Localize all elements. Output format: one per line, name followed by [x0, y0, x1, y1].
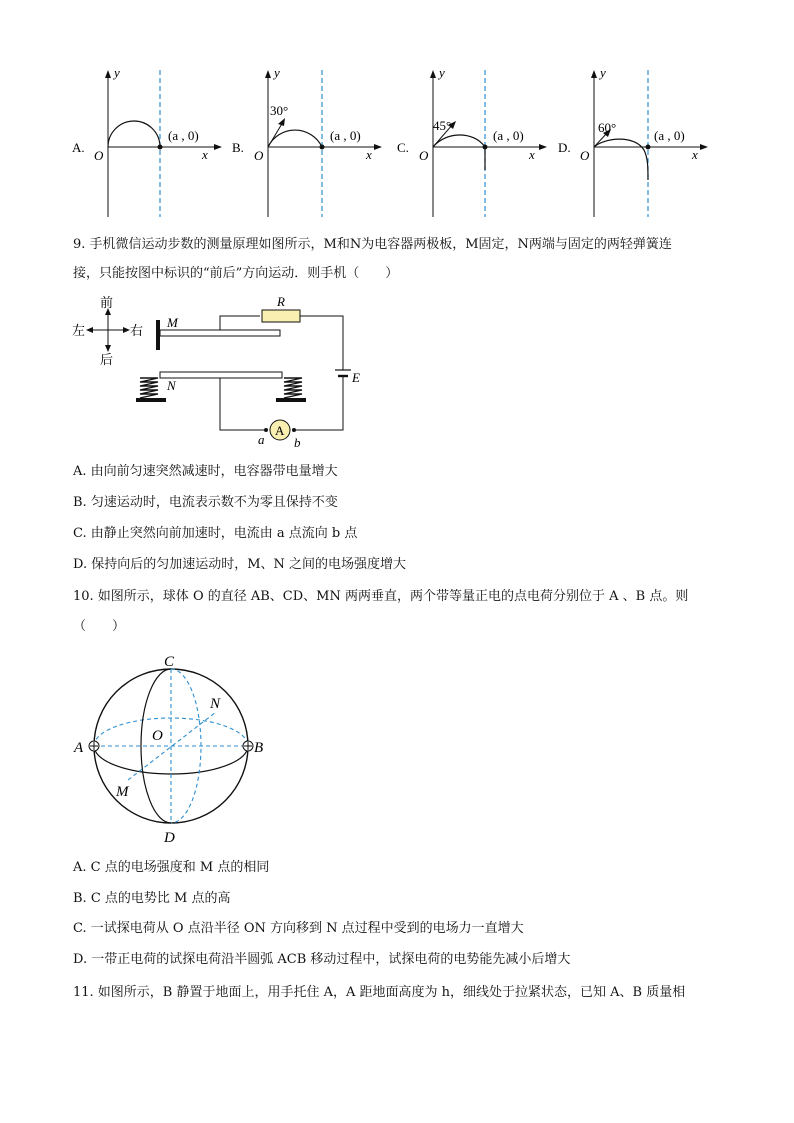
q10-option-c[interactable]: C. 一试探电荷从 O 点沿半径 ON 方向移到 N 点过程中受到的电场力一直增大 [73, 921, 524, 936]
q9-option-b[interactable]: B. 匀速运动时，电流表示数不为零且保持不变 [73, 495, 338, 510]
option-letter: C. [397, 140, 409, 155]
ammeter-label: A [275, 423, 285, 438]
point-a-label: A [74, 740, 84, 756]
battery-label: E [352, 370, 360, 385]
q8-graph-c [395, 62, 555, 222]
point-m-label: M [116, 784, 129, 800]
right-label: 右 [130, 323, 144, 338]
point-c-label: C [164, 654, 175, 670]
q10-option-b[interactable]: B. C 点的电势比 M 点的高 [73, 891, 231, 906]
plate-m-label: M [167, 315, 178, 330]
left-label: 左 [72, 323, 86, 338]
q10-stem-line1: 10. 如图所示，球体 O 的直径 AB、CD、MN 两两垂直，两个带等量正电的点电荷分别位于 A 、B 点。则 [73, 589, 689, 604]
point-label: (a , 0) [654, 128, 685, 143]
origin-label: O [580, 148, 590, 163]
q9-option-c[interactable]: C. 由静止突然向前加速时，电流由 a 点流向 b 点 [73, 526, 358, 541]
origin-label: O [254, 148, 264, 163]
point-b-label: B [254, 740, 264, 756]
point-a-label: a [258, 432, 265, 447]
point-label: (a , 0) [168, 128, 199, 143]
q10-option-a[interactable]: A. C 点的电场强度和 M 点的相同 [73, 860, 270, 875]
x-axis-label: x [692, 147, 698, 162]
x-axis-label: x [529, 147, 535, 162]
q9-option-a[interactable]: A. 由向前匀速突然减速时，电容器带电量增大 [73, 464, 338, 479]
q10-option-d[interactable]: D. 一带正电荷的试探电荷沿半圆弧 ACB 移动过程中，试探电荷的电势能先减小后增大 [73, 952, 571, 967]
point-n-label: N [210, 696, 221, 712]
option-letter: D. [558, 140, 571, 155]
point-label: (a , 0) [330, 128, 361, 143]
center-o-label: O [152, 728, 163, 744]
y-axis-label: y [274, 65, 280, 80]
y-axis-label: y [114, 65, 120, 80]
x-axis-label: x [366, 147, 372, 162]
q9-stem-line1: 9. 手机微信运动步数的测量原理如图所示，M和N为电容器两极板，M固定，N两端与固定的两轻弹簧连 [73, 237, 672, 252]
option-letter: A. [72, 140, 85, 155]
resistor-label: R [277, 294, 285, 309]
origin-label: O [419, 148, 429, 163]
angle-label: 45° [433, 118, 452, 133]
front-label: 前 [100, 295, 114, 310]
point-label: (a , 0) [493, 128, 524, 143]
angle-label: 60° [598, 120, 617, 135]
back-label: 后 [100, 352, 114, 367]
option-letter: B. [232, 140, 244, 155]
q8-graph-a [70, 62, 230, 222]
point-d-label: D [164, 830, 175, 846]
q9-stem-line2: 接，只能按图中标识的“前后”方向运动．则手机（ ） [73, 266, 399, 281]
point-b-label: b [294, 435, 301, 450]
q8-graph-b [230, 62, 390, 222]
q10-sphere-figure [70, 650, 280, 850]
plate-n-label: N [167, 378, 176, 393]
q9-option-d[interactable]: D. 保持向后的匀加速运动时，M、N 之间的电场强度增大 [73, 557, 407, 572]
q8-graph-d [556, 62, 716, 222]
q11-stem-line1: 11. 如图所示，B 静置于地面上，用手托住 A，A 距地面高度为 h，细线处于拉紧状态，已知 A、B 质量相 [73, 985, 686, 1000]
origin-label: O [94, 148, 104, 163]
x-axis-label: x [202, 147, 208, 162]
y-axis-label: y [439, 65, 445, 80]
y-axis-label: y [600, 65, 606, 80]
q10-stem-line2: （ ） [73, 619, 126, 634]
q9-circuit-figure [70, 290, 370, 450]
angle-label: 30° [270, 103, 289, 118]
